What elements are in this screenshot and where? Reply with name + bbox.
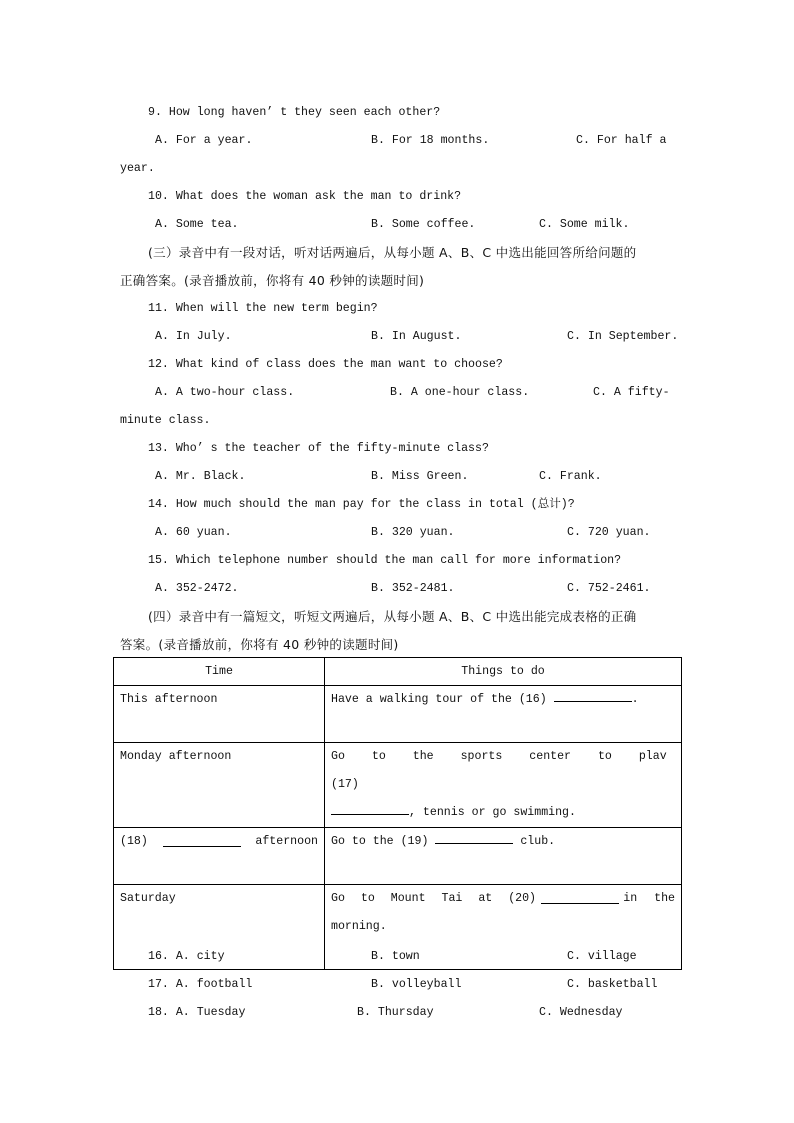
schedule-table	[113, 657, 682, 970]
todo-line-1: Go to the sports center to plav (17)	[331, 750, 667, 791]
option-b: B. 352-2481.	[371, 582, 455, 595]
table-row	[114, 828, 682, 885]
option-b: B. For 18 months.	[371, 134, 490, 147]
section-4-instruction-cont: 答案。(录音播放前，你将有 40 秒钟的读题时间)	[120, 637, 399, 652]
option-a: A. Mr. Black.	[155, 470, 246, 483]
header-time: Time	[114, 658, 325, 686]
question-9: 9. How long haven’ t they seen each other?	[148, 106, 441, 119]
option-c: C. Frank.	[539, 470, 602, 483]
question-10: 10. What does the woman ask the man to drink?	[148, 190, 462, 203]
todo-cell	[325, 828, 682, 885]
option-c: C. In September.	[567, 330, 679, 343]
table-row	[114, 743, 682, 828]
todo-line-2: , tennis or go swimming.	[409, 806, 576, 819]
section-4-instruction: (四）录音中有一篇短文，听短文两遍后，从每小题 A、B、C 中选出能完成表格的正确	[148, 609, 637, 624]
option-c: C. 752-2461.	[567, 582, 651, 595]
todo-line-1-end: in the	[623, 892, 675, 905]
option-c-cont: year.	[120, 162, 155, 175]
blank-20	[541, 891, 619, 904]
todo-cell	[325, 686, 682, 743]
option-c-cont: minute class.	[120, 414, 211, 427]
option-b: B. 320 yuan.	[371, 526, 455, 539]
table-header-row	[114, 658, 682, 686]
section-3-instruction: (三）录音中有一段对话，听对话两遍后，从每小题 A、B、C 中选出能回答所给问题的	[148, 245, 637, 260]
option-b: B. In August.	[371, 330, 462, 343]
option-b: B. Some coffee.	[371, 218, 476, 231]
todo-text: Have a walking tour of the (16)	[331, 693, 547, 706]
option-c	[576, 133, 674, 149]
time-suffix: afternoon	[255, 835, 318, 848]
todo-line-1: Go to Mount Tai at (20)	[331, 892, 537, 905]
question-15: 15. Which telephone number should the man call for more information?	[148, 554, 622, 567]
answer-18-b: B. Thursday	[357, 1006, 434, 1019]
time-cell: Monday afternoon	[114, 743, 325, 828]
question-14: 14. How much should the man pay for the class in total (总计)?	[148, 498, 575, 511]
todo-text: Go to the (19)	[331, 835, 429, 848]
option-a: A. 60 yuan.	[155, 526, 232, 539]
time-prefix: (18)	[120, 835, 148, 848]
answer-17-c: C. basketball	[567, 978, 658, 991]
answer-16-a: 16. A. city	[148, 950, 225, 963]
answer-16-b: B. town	[371, 950, 420, 963]
option-c: C. A fifty-	[593, 386, 670, 399]
blank-18	[163, 834, 241, 847]
answer-17-a: 17. A. football	[148, 978, 253, 991]
blank-17	[331, 802, 409, 815]
option-a: A. 352-2472.	[155, 582, 239, 595]
option-a: A. In July.	[155, 330, 232, 343]
todo-text	[331, 743, 675, 799]
todo-cell	[325, 743, 682, 828]
todo-end: club.	[520, 835, 556, 848]
question-11: 11. When will the new term begin?	[148, 302, 378, 315]
answer-18-c: C. Wednesday	[539, 1006, 623, 1019]
option-a: A. For a year.	[155, 134, 253, 147]
answer-17-b: B. volleyball	[371, 978, 462, 991]
option-b: B. A one-hour class.	[390, 386, 530, 399]
section-3-instruction-cont: 正确答案。(录音播放前，你将有 40 秒钟的读题时间)	[120, 273, 425, 288]
time-cell	[114, 828, 325, 885]
todo-end: .	[631, 693, 639, 706]
option-a: A. Some tea.	[155, 218, 239, 231]
blank-16	[554, 689, 632, 702]
header-things-to-do: Things to do	[325, 658, 682, 686]
table-row	[114, 686, 682, 743]
answer-18-a: 18. A. Tuesday	[148, 1006, 246, 1019]
option-b: B. Miss Green.	[371, 470, 469, 483]
answer-16-c: C. village	[567, 950, 637, 963]
question-12: 12. What kind of class does the man want to choose?	[148, 358, 503, 371]
option-a: A. A two-hour class.	[155, 386, 295, 399]
option-c-text: C. For half a	[576, 134, 667, 147]
time-cell: Saturday	[114, 885, 325, 970]
option-c: C. Some milk.	[539, 218, 630, 231]
time-cell: This afternoon	[114, 686, 325, 743]
blank-19	[435, 831, 513, 844]
todo-line-2: morning.	[331, 920, 387, 933]
question-13: 13. Who’ s the teacher of the fifty-minute class?	[148, 442, 489, 455]
option-c: C. 720 yuan.	[567, 526, 651, 539]
